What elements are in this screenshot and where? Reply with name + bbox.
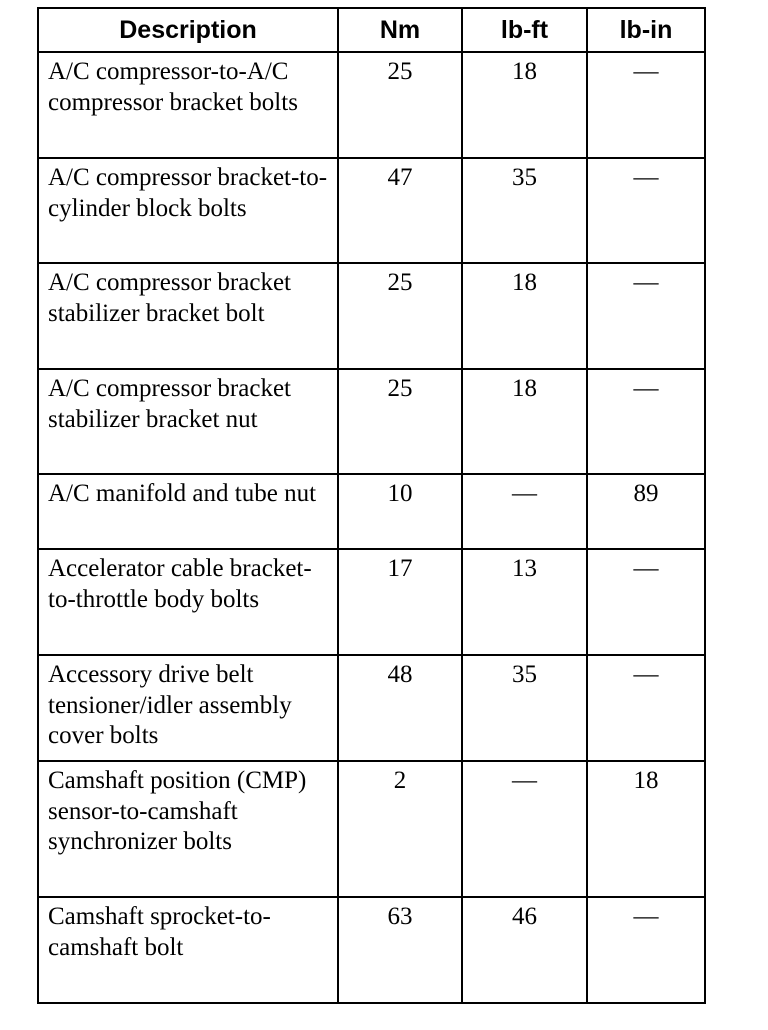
table-row <box>38 158 705 263</box>
lb-ft-cell: 35 <box>462 655 587 761</box>
lb-ft-cell: — <box>462 761 587 897</box>
table-row <box>38 549 705 655</box>
lb-in-cell: 89 <box>587 474 705 549</box>
description-cell: A/C manifold and tube nut <box>38 474 338 549</box>
lb-ft-cell: 35 <box>462 158 587 263</box>
lb-in-cell: — <box>587 263 705 369</box>
lb-ft-cell: 18 <box>462 369 587 474</box>
lb-in-cell: — <box>587 52 705 158</box>
header-description: Description <box>38 8 338 52</box>
description-cell: A/C compressor-to-A/C compressor bracket bolts <box>38 52 338 158</box>
table-row <box>38 655 705 761</box>
lb-ft-cell: — <box>462 474 587 549</box>
nm-cell: 63 <box>338 897 462 1003</box>
header-row <box>38 8 705 52</box>
table-header <box>38 8 705 52</box>
lb-in-cell: — <box>587 549 705 655</box>
description-cell: A/C compressor bracket stabilizer bracket bolt <box>38 263 338 369</box>
nm-cell: 2 <box>338 761 462 897</box>
table-row <box>38 474 705 549</box>
lb-in-cell: — <box>587 369 705 474</box>
nm-cell: 47 <box>338 158 462 263</box>
description-cell: Accessory drive belt tensioner/idler assembly cover bolts <box>38 655 338 761</box>
nm-cell: 25 <box>338 52 462 158</box>
description-cell: A/C compressor bracket stabilizer bracket nut <box>38 369 338 474</box>
lb-in-cell: — <box>587 158 705 263</box>
lb-ft-cell: 18 <box>462 263 587 369</box>
header-nm: Nm <box>338 8 462 52</box>
table-row <box>38 263 705 369</box>
description-cell: Accelerator cable bracket-to-throttle body bolts <box>38 549 338 655</box>
table-body <box>38 52 705 1003</box>
lb-in-cell: 18 <box>587 761 705 897</box>
description-cell: Camshaft position (CMP) sensor-to-camshaft synchronizer bolts <box>38 761 338 897</box>
lb-ft-cell: 18 <box>462 52 587 158</box>
torque-spec-table <box>37 7 706 1004</box>
table-row <box>38 897 705 1003</box>
lb-in-cell: — <box>587 655 705 761</box>
description-cell: A/C compressor bracket-to-cylinder block bolts <box>38 158 338 263</box>
header-lb-ft: lb-ft <box>462 8 587 52</box>
table-row <box>38 52 705 158</box>
nm-cell: 10 <box>338 474 462 549</box>
table-row <box>38 761 705 897</box>
nm-cell: 25 <box>338 263 462 369</box>
lb-ft-cell: 13 <box>462 549 587 655</box>
nm-cell: 25 <box>338 369 462 474</box>
table-row <box>38 369 705 474</box>
header-lb-in: lb-in <box>587 8 705 52</box>
lb-ft-cell: 46 <box>462 897 587 1003</box>
description-cell: Camshaft sprocket-to-camshaft bolt <box>38 897 338 1003</box>
nm-cell: 48 <box>338 655 462 761</box>
lb-in-cell: — <box>587 897 705 1003</box>
nm-cell: 17 <box>338 549 462 655</box>
